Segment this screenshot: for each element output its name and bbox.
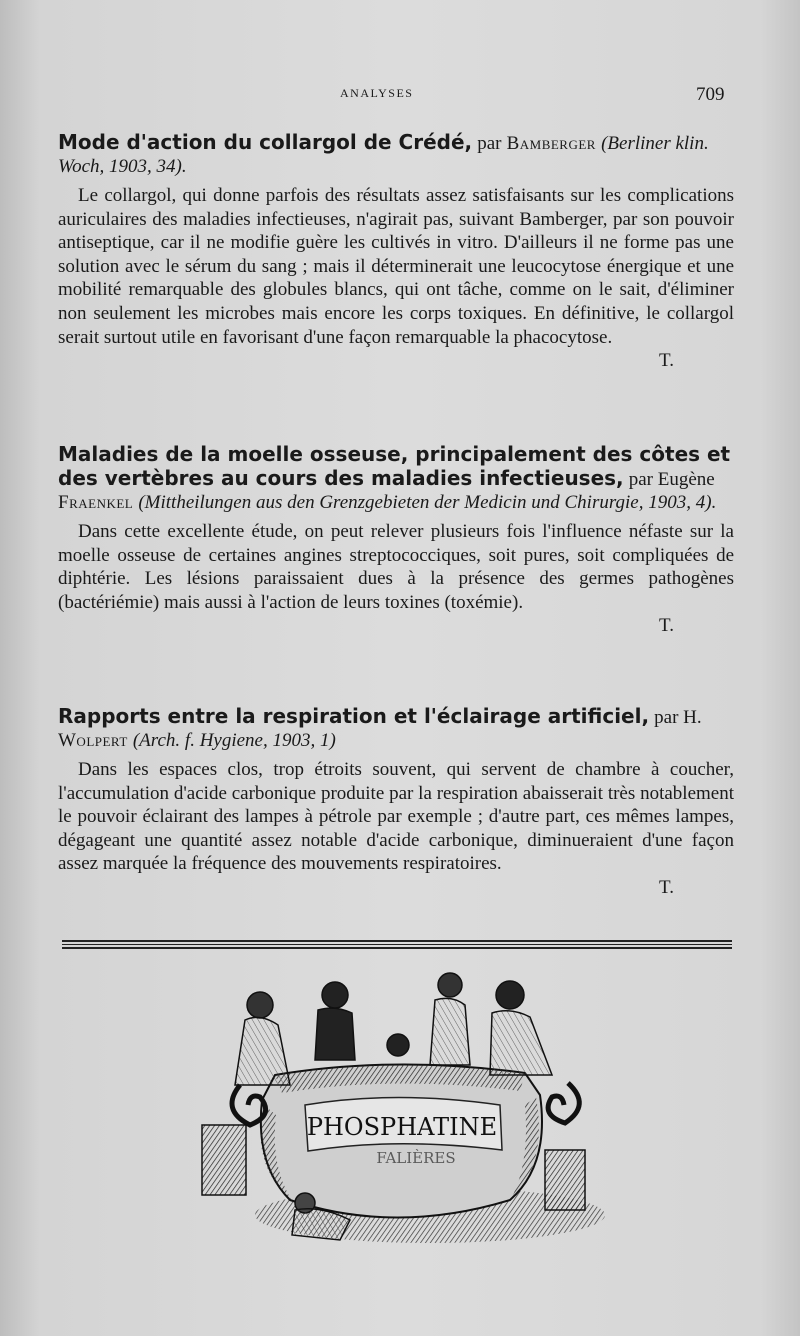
- engraving-picture: [180, 965, 610, 1265]
- article-collargol: [58, 130, 734, 372]
- source-citation: (Arch. f. Hygiene, 1903, 1): [132, 730, 336, 751]
- running-head: ANALYSES: [340, 86, 414, 100]
- article-heading: [58, 130, 734, 178]
- body-paragraph: Le collargol, qui donne parfois des résultats assez satisfaisants sur les complications auriculaires des maladies infectieuses, n'agirait pas, suivant Bamberger, par son pouvoir antiseptique, car il ne modifie guère les cultivés in vitro. D'ailleurs il ne forme pas une solution avec le sérum du sang ; mais il déterminerait une leucocytose énergique et une mobilité remarquable des globules blancs, qui ont tâche, comme on le sait, d'éliminer non seulement les microbes mais encore les corps toxiques. En définitive, le collargol serait surtout utile en favorisant d'une façon remarquable la phacocytose.: [58, 185, 734, 348]
- article-title: Mode d'action du collargol de Crédé,: [58, 130, 473, 154]
- article-body: [58, 758, 734, 876]
- body-paragraph: Dans les espaces clos, trop étroits souvent, qui servent de chambre à coucher, l'accumulation d'acide carbonique produite par la respiration abaisserait très notablement le pouvoir éclairant des lampes à pétrole par exemple ; d'autre part, ces mêmes lampes, dégageant une quantité assez notable d'acide carbonique, diminueraient d'une façon assez marquée la fréquence des mouvements respiratoires.: [58, 759, 734, 875]
- author-name: Bamberger: [506, 133, 596, 154]
- signature: T.: [659, 350, 674, 372]
- byline-prefix: par Eugène: [628, 469, 715, 490]
- article-body: [58, 520, 734, 614]
- byline-prefix: par H.: [654, 707, 702, 728]
- byline-prefix: par: [477, 133, 502, 154]
- article-respiration: [58, 704, 734, 899]
- author-name: Fraenkel: [58, 492, 134, 513]
- article-moelle-osseuse: [58, 442, 734, 637]
- article-heading: [58, 442, 734, 514]
- article-body: [58, 184, 734, 349]
- source-citation: (Berliner klin. Woch, 1903, 34).: [58, 133, 709, 177]
- page-number: 709: [696, 84, 725, 105]
- body-paragraph: Dans cette excellente étude, on peut relever plusieurs fois l'influence néfaste sur la moelle osseuse de certaines angines streptococciques, soit pures, soit compliquées de diphtérie. Les lésions paraissaient dues à la présence des germes pathogènes (bactériémie) mais aussi à l'action de leurs toxines (toxémie).: [58, 521, 734, 613]
- brand-name-line1: PHOSPHATINE: [306, 1113, 498, 1141]
- section-divider: [62, 940, 732, 951]
- brand-name-line2: FALIÈRES: [376, 1149, 456, 1167]
- article-title: Rapports entre la respiration et l'éclairage artificiel,: [58, 704, 650, 728]
- article-heading: [58, 704, 734, 752]
- signature: T.: [659, 876, 674, 898]
- phosphatine-advertisement-illustration: [180, 965, 610, 1265]
- article-title: Maladies de la moelle osseuse, principalement des côtes et des vertèbres au cours des maladies infectieuses,: [58, 442, 731, 490]
- signature: T.: [659, 615, 674, 637]
- author-name: Wolpert: [58, 730, 128, 751]
- source-citation: (Mittheilungen aus den Grenzgebieten der Medicin und Chirurgie, 1903, 4).: [138, 492, 717, 513]
